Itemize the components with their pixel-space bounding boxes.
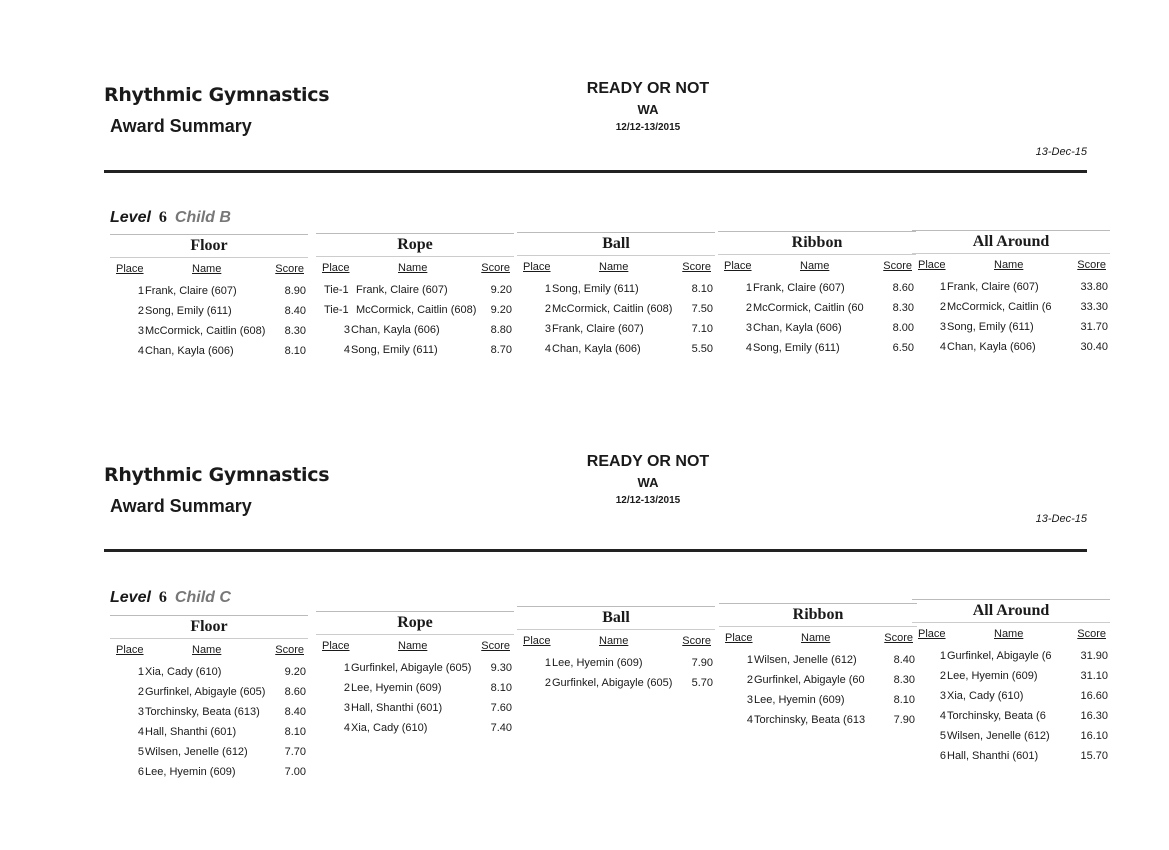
meet-location: WA <box>637 475 659 490</box>
gymnast-name: Frank, Claire (607) <box>947 281 1039 293</box>
place: 4 <box>343 722 350 734</box>
gymnast-name: Hall, Shanthi (601) <box>351 702 443 714</box>
place: 4 <box>745 342 752 354</box>
place-header: Place <box>725 632 753 644</box>
event-ribbon <box>719 603 917 730</box>
event-floor <box>110 615 308 782</box>
result-row <box>517 653 715 673</box>
gymnast-name: Lee, Hyemin (609) <box>947 670 1038 682</box>
name-header: Name <box>192 263 222 275</box>
gymnast-name: Frank, Claire (607) <box>356 284 448 296</box>
place: 3 <box>544 323 551 335</box>
gymnast-name: Torchinsky, Beata (613 <box>754 714 866 726</box>
gymnast-name: Frank, Claire (607) <box>145 285 237 297</box>
result-row <box>718 318 916 338</box>
gymnast-name: McCormick, Caitlin (608) <box>552 303 673 315</box>
place-header: Place <box>918 628 946 640</box>
result-row <box>718 278 916 298</box>
score-header: Score <box>481 640 510 652</box>
gymnast-name: Frank, Claire (607) <box>552 323 644 335</box>
result-row <box>316 718 514 738</box>
name-header: Name <box>192 644 222 656</box>
score: 8.30 <box>893 674 915 686</box>
gymnast-name: Song, Emily (611) <box>753 342 840 354</box>
result-row <box>912 646 1110 666</box>
score: 8.30 <box>284 325 306 337</box>
gymnast-name: Wilsen, Jenelle (612) <box>947 730 1050 742</box>
score: 31.70 <box>1080 321 1108 333</box>
sport-title: Rhythmic Gymnastics <box>104 84 330 106</box>
division-name: Child C <box>174 589 231 606</box>
name-header: Name <box>994 259 1024 271</box>
result-row <box>719 710 917 730</box>
result-row <box>110 341 308 361</box>
score-header: Score <box>883 260 912 272</box>
score: 16.60 <box>1080 690 1108 702</box>
division-name: Child B <box>174 209 231 226</box>
result-row <box>719 650 917 670</box>
score: 8.70 <box>490 344 512 356</box>
place: 2 <box>137 686 144 698</box>
score: 8.40 <box>893 654 915 666</box>
gymnast-name: Lee, Hyemin (609) <box>351 682 442 694</box>
score-header: Score <box>275 644 304 656</box>
print-date: 13-Dec-15 <box>1035 146 1087 158</box>
place: 3 <box>939 321 946 333</box>
score: 7.10 <box>691 323 713 335</box>
score: 8.30 <box>892 302 914 314</box>
score-header: Score <box>682 635 711 647</box>
result-row <box>719 670 917 690</box>
meet-dates: 12/12-13/2015 <box>615 495 681 506</box>
score-header: Score <box>481 262 510 274</box>
result-row <box>316 300 514 320</box>
gymnast-name: Xia, Cady (610) <box>145 666 222 678</box>
place-header: Place <box>322 640 350 652</box>
place: 5 <box>137 746 144 758</box>
score: 8.00 <box>892 322 914 334</box>
place: 3 <box>745 322 752 334</box>
gymnast-name: Xia, Cady (610) <box>947 690 1024 702</box>
score: 16.10 <box>1080 730 1108 742</box>
gymnast-name: Lee, Hyemin (609) <box>552 657 643 669</box>
result-row <box>316 340 514 360</box>
place: 3 <box>137 325 144 337</box>
result-row <box>912 297 1110 317</box>
result-row <box>517 673 715 693</box>
gymnast-name: Song, Emily (611) <box>947 321 1034 333</box>
column-headers <box>110 263 308 281</box>
place: 3 <box>343 702 350 714</box>
place: 1 <box>939 281 946 293</box>
gymnast-name: McCormick, Caitlin (608) <box>356 304 477 316</box>
place: 4 <box>746 714 753 726</box>
score: 15.70 <box>1080 750 1108 762</box>
score-header: Score <box>682 261 711 273</box>
gymnast-name: Gurfinkel, Abigayle (6 <box>947 650 1052 662</box>
gymnast-name: Song, Emily (611) <box>351 344 438 356</box>
event-title: Rope <box>316 233 514 257</box>
score: 7.00 <box>284 766 306 778</box>
column-headers <box>517 261 715 279</box>
sport-title: Rhythmic Gymnastics <box>104 464 330 486</box>
column-headers <box>316 262 514 280</box>
place: 2 <box>746 674 753 686</box>
result-row <box>110 722 308 742</box>
name-header: Name <box>398 640 428 652</box>
result-row <box>110 662 308 682</box>
gymnast-name: Hall, Shanthi (601) <box>145 726 237 738</box>
meet-info <box>548 80 748 133</box>
header-divider <box>104 170 1087 173</box>
place: 2 <box>544 303 551 315</box>
gymnast-name: Chan, Kayla (606) <box>753 322 842 334</box>
result-row <box>517 299 715 319</box>
gymnast-name: Gurfinkel, Abigayle (605) <box>552 677 673 689</box>
event-title: Floor <box>110 234 308 258</box>
name-header: Name <box>398 262 428 274</box>
result-row <box>316 658 514 678</box>
score: 8.60 <box>892 282 914 294</box>
event-title: Ribbon <box>718 231 916 255</box>
result-row <box>912 726 1110 746</box>
result-row <box>110 682 308 702</box>
place: 2 <box>137 305 144 317</box>
place-header: Place <box>724 260 752 272</box>
meet-name: READY OR NOT <box>586 80 710 97</box>
score-header: Score <box>1077 628 1106 640</box>
place: 1 <box>137 666 144 678</box>
score: 8.10 <box>893 694 915 706</box>
name-header: Name <box>994 628 1024 640</box>
result-row <box>517 339 715 359</box>
meet-info <box>548 453 748 506</box>
score: 30.40 <box>1080 341 1108 353</box>
name-header: Name <box>599 635 629 647</box>
column-headers <box>517 635 715 653</box>
score: 6.50 <box>892 342 914 354</box>
event-all-around <box>912 599 1110 766</box>
result-row <box>316 678 514 698</box>
score: 7.40 <box>490 722 512 734</box>
score: 8.40 <box>284 305 306 317</box>
meet-dates: 12/12-13/2015 <box>615 122 681 133</box>
score: 9.20 <box>490 284 512 296</box>
gymnast-name: McCormick, Caitlin (608) <box>145 325 266 337</box>
result-row <box>316 280 514 300</box>
score: 8.60 <box>284 686 306 698</box>
result-row <box>110 762 308 782</box>
result-row <box>517 319 715 339</box>
place-header: Place <box>918 259 946 271</box>
place: Tie-1 <box>324 304 349 316</box>
event-ball <box>517 606 715 693</box>
result-row <box>719 690 917 710</box>
gymnast-name: Torchinsky, Beata (613) <box>145 706 260 718</box>
place-header: Place <box>523 261 551 273</box>
result-row <box>110 301 308 321</box>
score: 7.90 <box>893 714 915 726</box>
result-row <box>912 277 1110 297</box>
score: 8.40 <box>284 706 306 718</box>
name-header: Name <box>801 632 831 644</box>
place: 4 <box>343 344 350 356</box>
column-headers <box>912 259 1110 277</box>
event-title: Rope <box>316 611 514 635</box>
result-row <box>316 320 514 340</box>
place: 1 <box>544 657 551 669</box>
gymnast-name: Wilsen, Jenelle (612) <box>145 746 248 758</box>
place: 1 <box>343 662 350 674</box>
score: 9.30 <box>490 662 512 674</box>
meet-location: WA <box>637 102 659 117</box>
award-summary-child-c <box>0 380 1169 850</box>
event-ball <box>517 232 715 359</box>
event-all-around <box>912 230 1110 357</box>
result-row <box>912 706 1110 726</box>
gymnast-name: Song, Emily (611) <box>552 283 639 295</box>
event-title: All Around <box>912 230 1110 254</box>
column-headers <box>316 640 514 658</box>
place-header: Place <box>322 262 350 274</box>
result-row <box>110 702 308 722</box>
place: 4 <box>137 726 144 738</box>
place: 2 <box>939 301 946 313</box>
score: 8.80 <box>490 324 512 336</box>
gymnast-name: Chan, Kayla (606) <box>351 324 440 336</box>
place: 3 <box>137 706 144 718</box>
column-headers <box>718 260 916 278</box>
event-title: Ribbon <box>719 603 917 627</box>
header-divider <box>104 549 1087 552</box>
name-header: Name <box>800 260 830 272</box>
event-title: All Around <box>912 599 1110 623</box>
result-row <box>912 686 1110 706</box>
column-headers <box>110 644 308 662</box>
place-header: Place <box>116 644 144 656</box>
place: 1 <box>137 285 144 297</box>
gymnast-name: Xia, Cady (610) <box>351 722 428 734</box>
event-rope <box>316 611 514 738</box>
place-header: Place <box>116 263 144 275</box>
level-heading <box>110 589 231 607</box>
level-number: 6 <box>158 209 167 226</box>
score-header: Score <box>275 263 304 275</box>
score: 8.10 <box>284 345 306 357</box>
score: 5.70 <box>691 677 713 689</box>
place: 2 <box>939 670 946 682</box>
score: 9.20 <box>284 666 306 678</box>
gymnast-name: Gurfinkel, Abigayle (605) <box>145 686 266 698</box>
score: 5.50 <box>691 343 713 355</box>
event-rope <box>316 233 514 360</box>
score: 33.30 <box>1080 301 1108 313</box>
result-row <box>316 698 514 718</box>
result-row <box>110 742 308 762</box>
score: 8.10 <box>284 726 306 738</box>
gymnast-name: Gurfinkel, Abigayle (605) <box>351 662 472 674</box>
score: 7.90 <box>691 657 713 669</box>
place: 5 <box>939 730 946 742</box>
score: 33.80 <box>1080 281 1108 293</box>
score: 31.10 <box>1080 670 1108 682</box>
result-row <box>110 321 308 341</box>
place: 4 <box>137 345 144 357</box>
column-headers <box>912 628 1110 646</box>
name-header: Name <box>599 261 629 273</box>
event-ribbon <box>718 231 916 358</box>
meet-name: READY OR NOT <box>586 453 710 470</box>
gymnast-name: Frank, Claire (607) <box>753 282 845 294</box>
score: 8.10 <box>490 682 512 694</box>
place: Tie-1 <box>324 284 349 296</box>
place: 1 <box>544 283 551 295</box>
score: 7.70 <box>284 746 306 758</box>
place: 4 <box>939 710 946 722</box>
event-title: Ball <box>517 606 715 630</box>
gymnast-name: Song, Emily (611) <box>145 305 232 317</box>
result-row <box>517 279 715 299</box>
report-title: Award Summary <box>110 116 252 136</box>
level-heading <box>110 209 231 227</box>
gymnast-name: Lee, Hyemin (609) <box>145 766 236 778</box>
gymnast-name: Lee, Hyemin (609) <box>754 694 845 706</box>
result-row <box>110 281 308 301</box>
level-number: 6 <box>158 589 167 606</box>
event-title: Ball <box>517 232 715 256</box>
award-summary-child-b <box>0 0 1169 420</box>
result-row <box>912 337 1110 357</box>
place: 4 <box>939 341 946 353</box>
report-title: Award Summary <box>110 496 252 516</box>
result-row <box>718 338 916 358</box>
gymnast-name: Gurfinkel, Abigayle (60 <box>754 674 865 686</box>
score: 7.60 <box>490 702 512 714</box>
place: 2 <box>343 682 350 694</box>
result-row <box>912 746 1110 766</box>
gymnast-name: Chan, Kayla (606) <box>145 345 234 357</box>
place: 6 <box>137 766 144 778</box>
score: 8.90 <box>284 285 306 297</box>
score: 16.30 <box>1080 710 1108 722</box>
gymnast-name: Torchinsky, Beata (6 <box>947 710 1046 722</box>
place: 3 <box>939 690 946 702</box>
result-row <box>718 298 916 318</box>
place: 1 <box>746 654 753 666</box>
place: 4 <box>544 343 551 355</box>
score: 31.90 <box>1080 650 1108 662</box>
level-label: Level <box>110 589 151 606</box>
gymnast-name: Chan, Kayla (606) <box>552 343 641 355</box>
gymnast-name: Hall, Shanthi (601) <box>947 750 1039 762</box>
place: 2 <box>745 302 752 314</box>
print-date: 13-Dec-15 <box>1035 513 1087 525</box>
score-header: Score <box>884 632 913 644</box>
gymnast-name: McCormick, Caitlin (60 <box>753 302 864 314</box>
place: 2 <box>544 677 551 689</box>
place: 3 <box>746 694 753 706</box>
result-row <box>912 317 1110 337</box>
place: 1 <box>745 282 752 294</box>
place: 6 <box>939 750 946 762</box>
place-header: Place <box>523 635 551 647</box>
score-header: Score <box>1077 259 1106 271</box>
place: 3 <box>343 324 350 336</box>
column-headers <box>719 632 917 650</box>
score: 7.50 <box>691 303 713 315</box>
event-floor <box>110 234 308 361</box>
result-row <box>912 666 1110 686</box>
gymnast-name: Chan, Kayla (606) <box>947 341 1036 353</box>
gymnast-name: Wilsen, Jenelle (612) <box>754 654 857 666</box>
score: 8.10 <box>691 283 713 295</box>
gymnast-name: McCormick, Caitlin (6 <box>947 301 1052 313</box>
level-label: Level <box>110 209 151 226</box>
place: 1 <box>939 650 946 662</box>
score: 9.20 <box>490 304 512 316</box>
event-title: Floor <box>110 615 308 639</box>
